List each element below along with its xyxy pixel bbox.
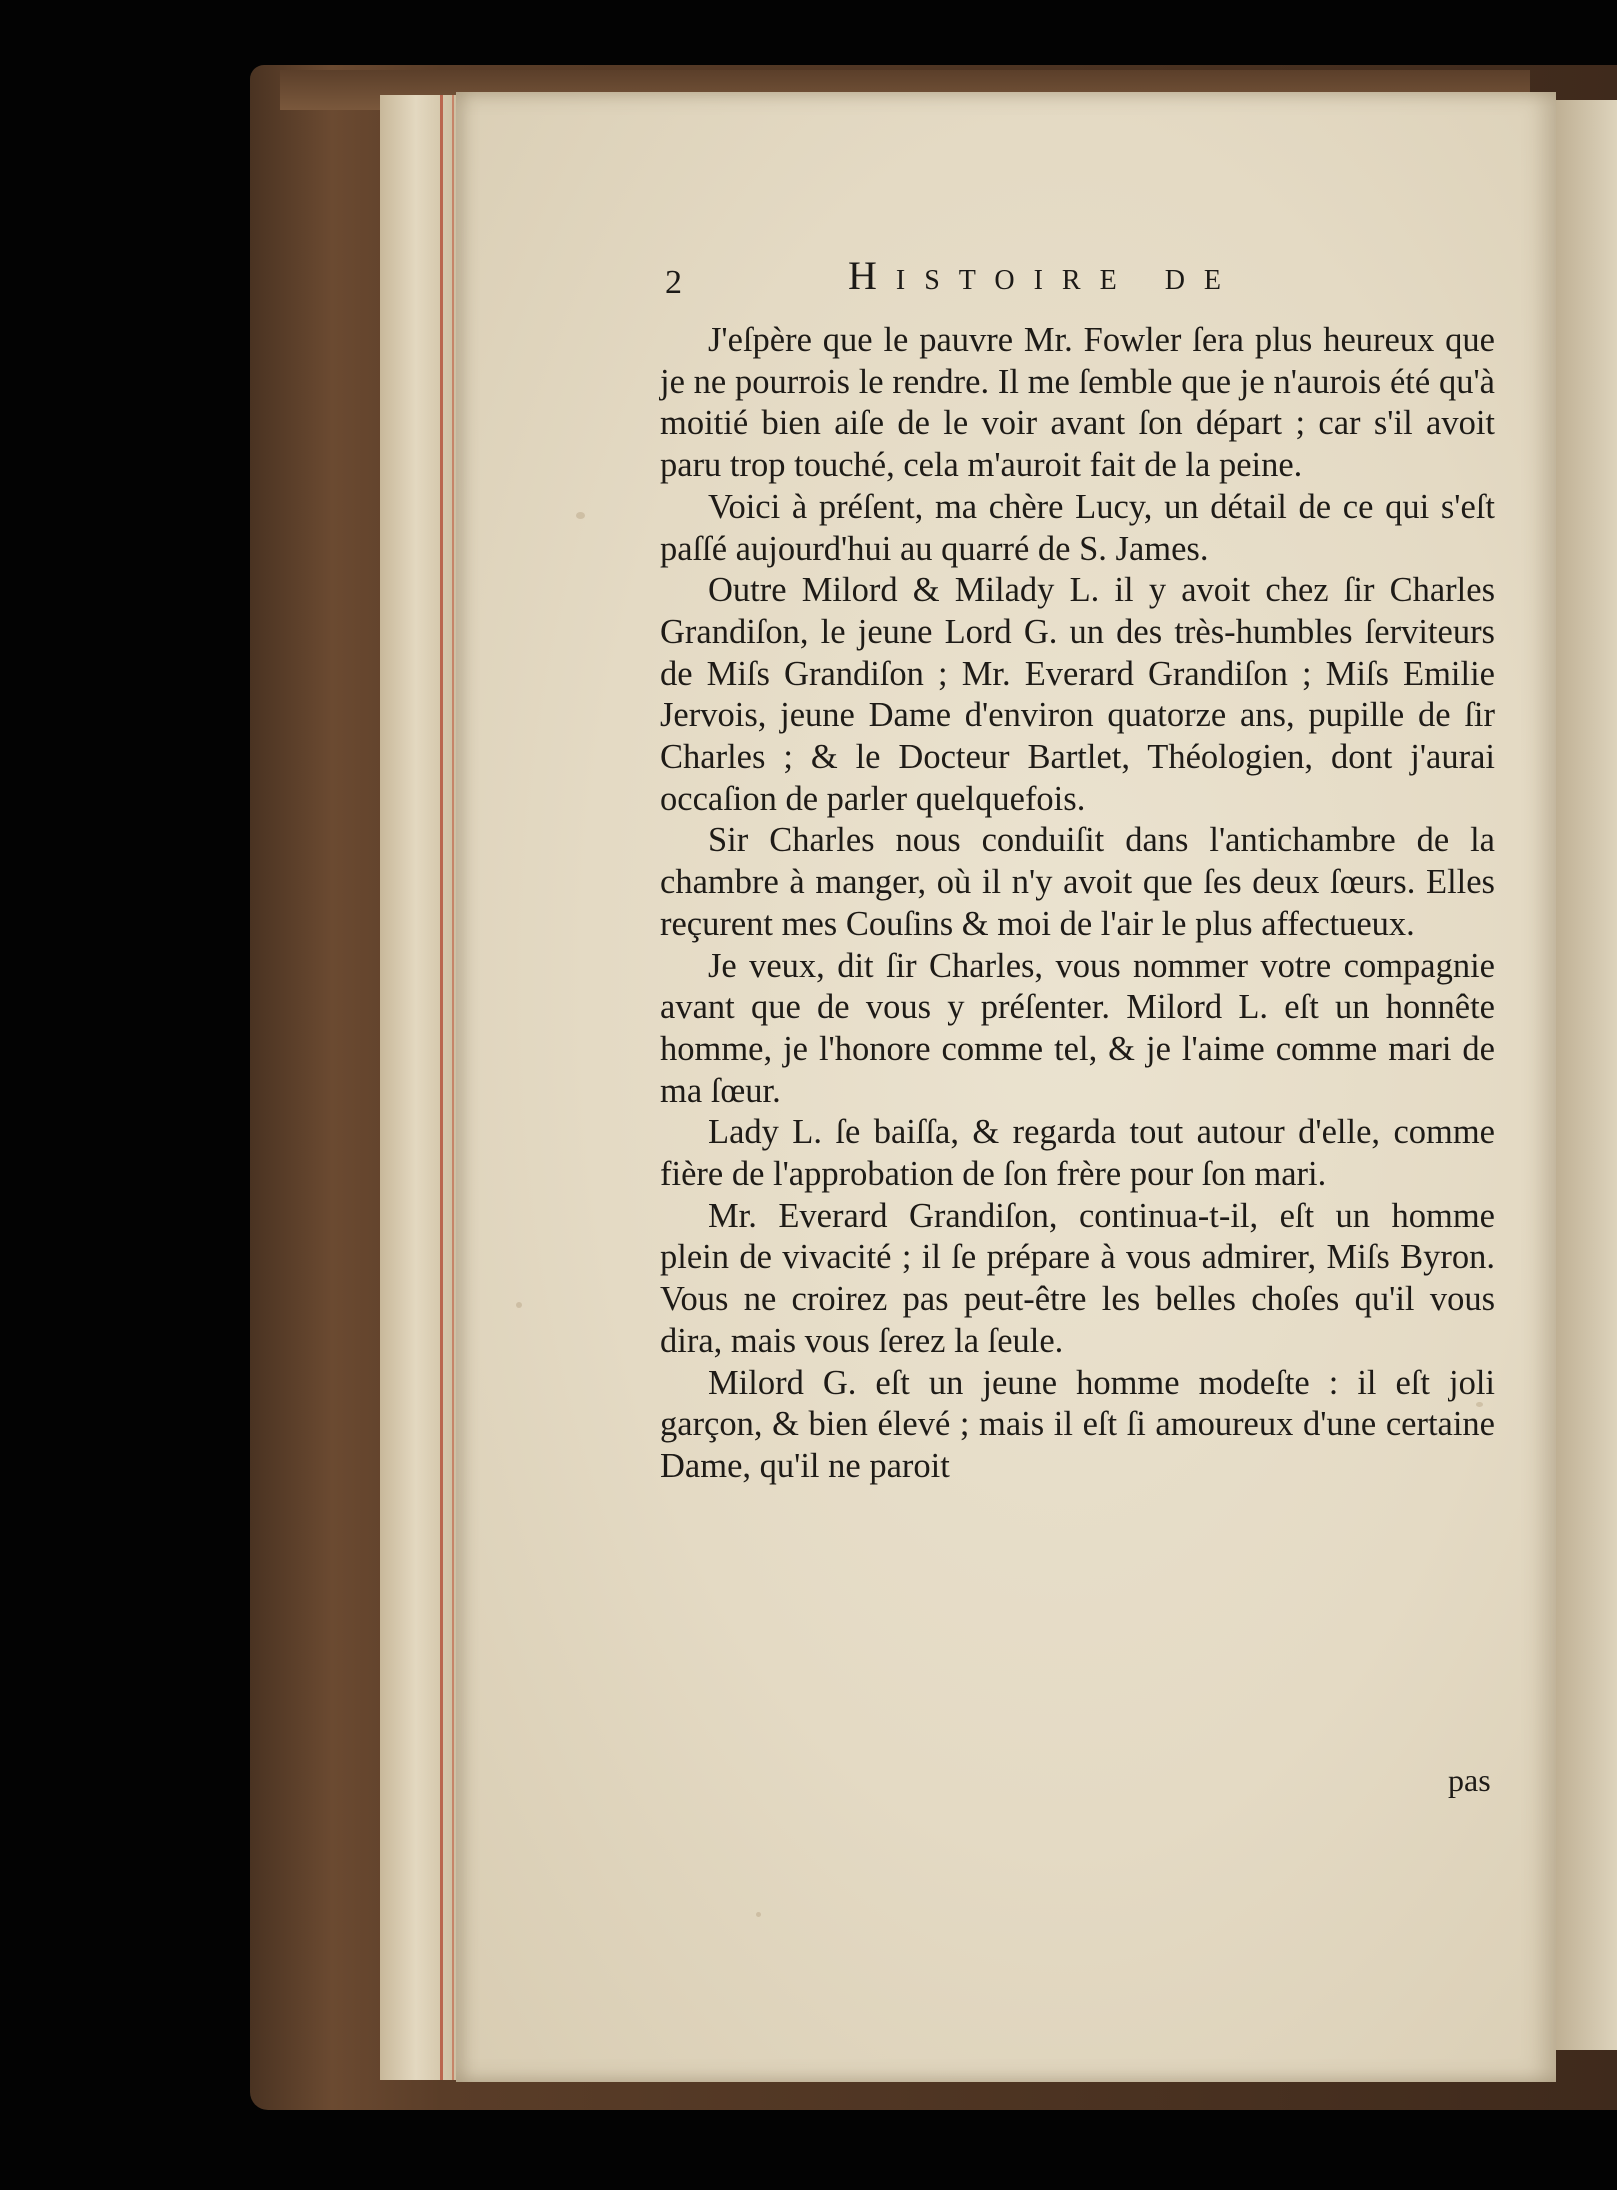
paragraph: Lady L. ſe baiſſa, & regarda tout autour d'elle, comme fière de l'approbation de ſon frère pour ſon mari. — [660, 1113, 1495, 1194]
paragraph: Milord G. eſt un jeune homme modeſte : il eſt joli garçon, & bien élevé ; mais il eſt ſi amoureux d'une certaine Dame, qu'il ne paroit — [660, 1363, 1495, 1485]
catchword: pas — [1448, 1762, 1491, 1798]
page-stack-edge — [380, 95, 460, 2080]
paragraph: J'eſpère que le pauvre Mr. Fowler ſera plus heureux que je ne pourrois le rendre. Il me ſemble que je n'aurois été qu'à moitié bien aiſe de le voir avant ſon départ ; car s'il avoit paru trop touché, cela m'auroit fait de la peine. — [660, 321, 1495, 485]
paper-speck — [756, 1912, 761, 1917]
body-text — [660, 320, 1495, 1488]
paragraph: Outre Milord & Milady L. il y avoit chez ſir Charles Grandiſon, le jeune Lord G. un des très-humbles ſerviteurs de Miſs Grandiſon ; Mr. Everard Grandiſon ; Miſs Emilie Jervois, jeune Dame d'environ quatorze ans, pupille de ſir Charles ; & le Docteur Bartlet, Théologien, dont j'aurai occaſion de parler quelquefois. — [660, 571, 1495, 818]
paper-speck — [576, 512, 585, 519]
facing-page-edge — [1556, 100, 1617, 2050]
paper-speck — [516, 1302, 522, 1308]
paragraph: Mr. Everard Grandiſon, continua-t-il, eſt un homme plein de vivacité ; il ſe prépare à vous admirer, Miſs Byron. Vous ne croirez pas peut-être les belles choſes qu'il vous dira, mais vous ſerez la ſeule. — [660, 1196, 1495, 1360]
paragraph: Je veux, dit ſir Charles, vous nommer votre compagnie avant que de vous y préſenter. Milord L. eſt un honnête homme, je l'honore comme tel, & je l'aime comme mari de ma ſœur. — [660, 946, 1495, 1110]
running-head-title: Histoire de — [848, 253, 1241, 298]
paragraph: Voici à préſent, ma chère Lucy, un détail de ce qui s'eſt paſſé aujourd'hui au quarré de S. James. — [660, 487, 1495, 568]
red-page-edge-line — [440, 95, 443, 2080]
red-page-edge-line — [452, 95, 454, 2080]
paragraph: Sir Charles nous conduiſit dans l'antichambre de la chambre à manger, où il n'y avoit que ſes deux ſœurs. Elles reçurent mes Couſins & moi de l'air le plus affectueux. — [660, 821, 1495, 943]
running-head — [665, 252, 1565, 302]
page-number: 2 — [665, 264, 682, 301]
